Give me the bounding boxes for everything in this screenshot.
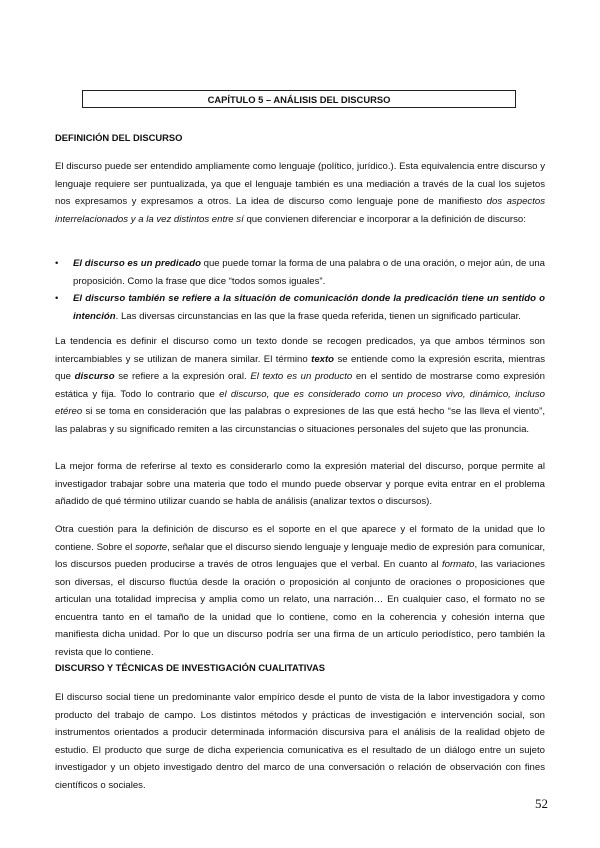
text-run: en el sentido de mostrarse como expresión estática y fija. Todo lo contrario que: [55, 371, 545, 400]
text-run: se entiende como la expresión escrita, mientras que: [55, 353, 545, 382]
bullet-icon: •: [55, 293, 59, 304]
text-run: . Las diversas circunstancias en las que la frase queda referida, tienen un significado particular.: [115, 310, 521, 322]
text-run-bold-italic: texto: [311, 353, 335, 365]
text-run: se refiere a la expresión oral.: [114, 371, 251, 382]
paragraph-definicion-1: [55, 158, 545, 228]
text-run-italic: el discurso, que es considerado como un proceso vivo, dinámico, incluso etéreo: [55, 388, 545, 417]
page-number: 52: [535, 796, 548, 811]
text-run: si se toma en consideración que las palabras o expresiones de las que está hecho “se las lleva el viento”, las palabras y su significado remiten a las circunstancias o situaciones personales del sujeto que las pronuncia.: [55, 406, 545, 435]
bullet-list: [55, 255, 545, 325]
list-item: [55, 290, 545, 325]
section-heading-tecnicas: DISCURSO Y TÉCNICAS DE INVESTIGACIÓN CUALITATIVAS: [55, 662, 325, 673]
text-run: que convienen diferenciar e incorporar a la definición de discurso:: [243, 213, 526, 225]
text-run: La tendencia es definir el discurso como un texto donde se recogen predicados, ya que ambos términos son intercambiables y se utilizan de manera similar. El término: [55, 336, 545, 365]
chapter-title: [82, 90, 516, 108]
text-run-bold-italic: discurso: [74, 371, 115, 382]
paragraph-definicion-2: [55, 333, 545, 438]
section-heading-definicion: DEFINICIÓN DEL DISCURSO: [55, 132, 183, 143]
text-run: , las variaciones son diversas, el discurso fluctúa desde la oración o proposición al conjunto de oraciones o proposiciones que articulan una totalidad imprecisa y amplia como un relato, una narración… En cualquier caso, el formato no se encuentra tanto en el tamaño de la unidad que lo contiene, como en la coherencia y cohesión interna que manifiesta dicha unidad. Por lo que un discurso podría ser una firma de un artículo periodístico, pero también la revista que lo contiene.: [55, 559, 545, 658]
list-item: [55, 255, 545, 290]
text-run-italic: dos aspectos interrelacionados y a la vez distintos entre sí: [55, 196, 545, 225]
text-run: Otra cuestión para la definición de discurso es el soporte en el que aparece y el formato de la unidad que lo contiene. Sobre el: [55, 524, 545, 553]
paragraph-definicion-4: [55, 521, 545, 661]
text-run-bold-italic: El discurso es un predicado: [73, 258, 201, 269]
bullet-icon: •: [55, 258, 59, 269]
text-run: que puede tomar la forma de una palabra o de una oración, o mejor aún, de una proposición. Como la frase que dice “todos somos iguales”.: [73, 258, 546, 287]
text-run: , señalar que el discurso siendo lenguaje y lenguaje medio de expresión para comunicar, los discursos pueden producirse a través de otros lenguajes que el verbal. En cuanto al: [55, 541, 545, 570]
text-run-italic: formato: [441, 559, 475, 570]
text-run: El discurso puede ser entendido ampliamente como lenguaje (político, jurídico.). Esta equivalencia entre discurso y lenguaje requiere ser puntualizada, ya que el lenguaje también es una mediación a través de la cual los sujetos nos expresamos y expresamos a otros. La idea de discurso como lenguaje pone de manifiesto: [55, 161, 545, 207]
text-run-italic: soporte: [135, 541, 168, 553]
chapter-title-text: CAPÍTULO 5 – ANÁLISIS DEL DISCURSO: [207, 93, 391, 105]
paragraph-definicion-3: La mejor forma de referirse al texto es considerarlo como la expresión material del discurso, porque permite al investigador trabajar sobre una materia que todo el mundo puede observar y porque evita entrar en el problema añadido de qué término utilizar cuando se habla de análisis (analizar textos o discursos).: [55, 461, 545, 507]
text-run-bold-italic: El discurso también se refiere a la situación de comunicación donde la predicación tiene un sentido o intención: [73, 293, 545, 322]
paragraph-tecnicas-1: El discurso social tiene un predominante valor empírico desde el punto de vista de la labor investigadora y como producto del trabajo de campo. Los distintos métodos y prácticas de investigación e intervención social, son instrumentos orientados a producir determinada información discursiva para el análisis de la realidad objeto de estudio. El producto que surge de dicha experiencia comunicativa es el resultado de un diálogo entre un sujeto investigador y un objeto investigado dentro del marco de una conversación o relación de observación con fines científicos o sociales.: [55, 692, 545, 791]
text-run-italic: El texto es un producto: [250, 371, 353, 382]
